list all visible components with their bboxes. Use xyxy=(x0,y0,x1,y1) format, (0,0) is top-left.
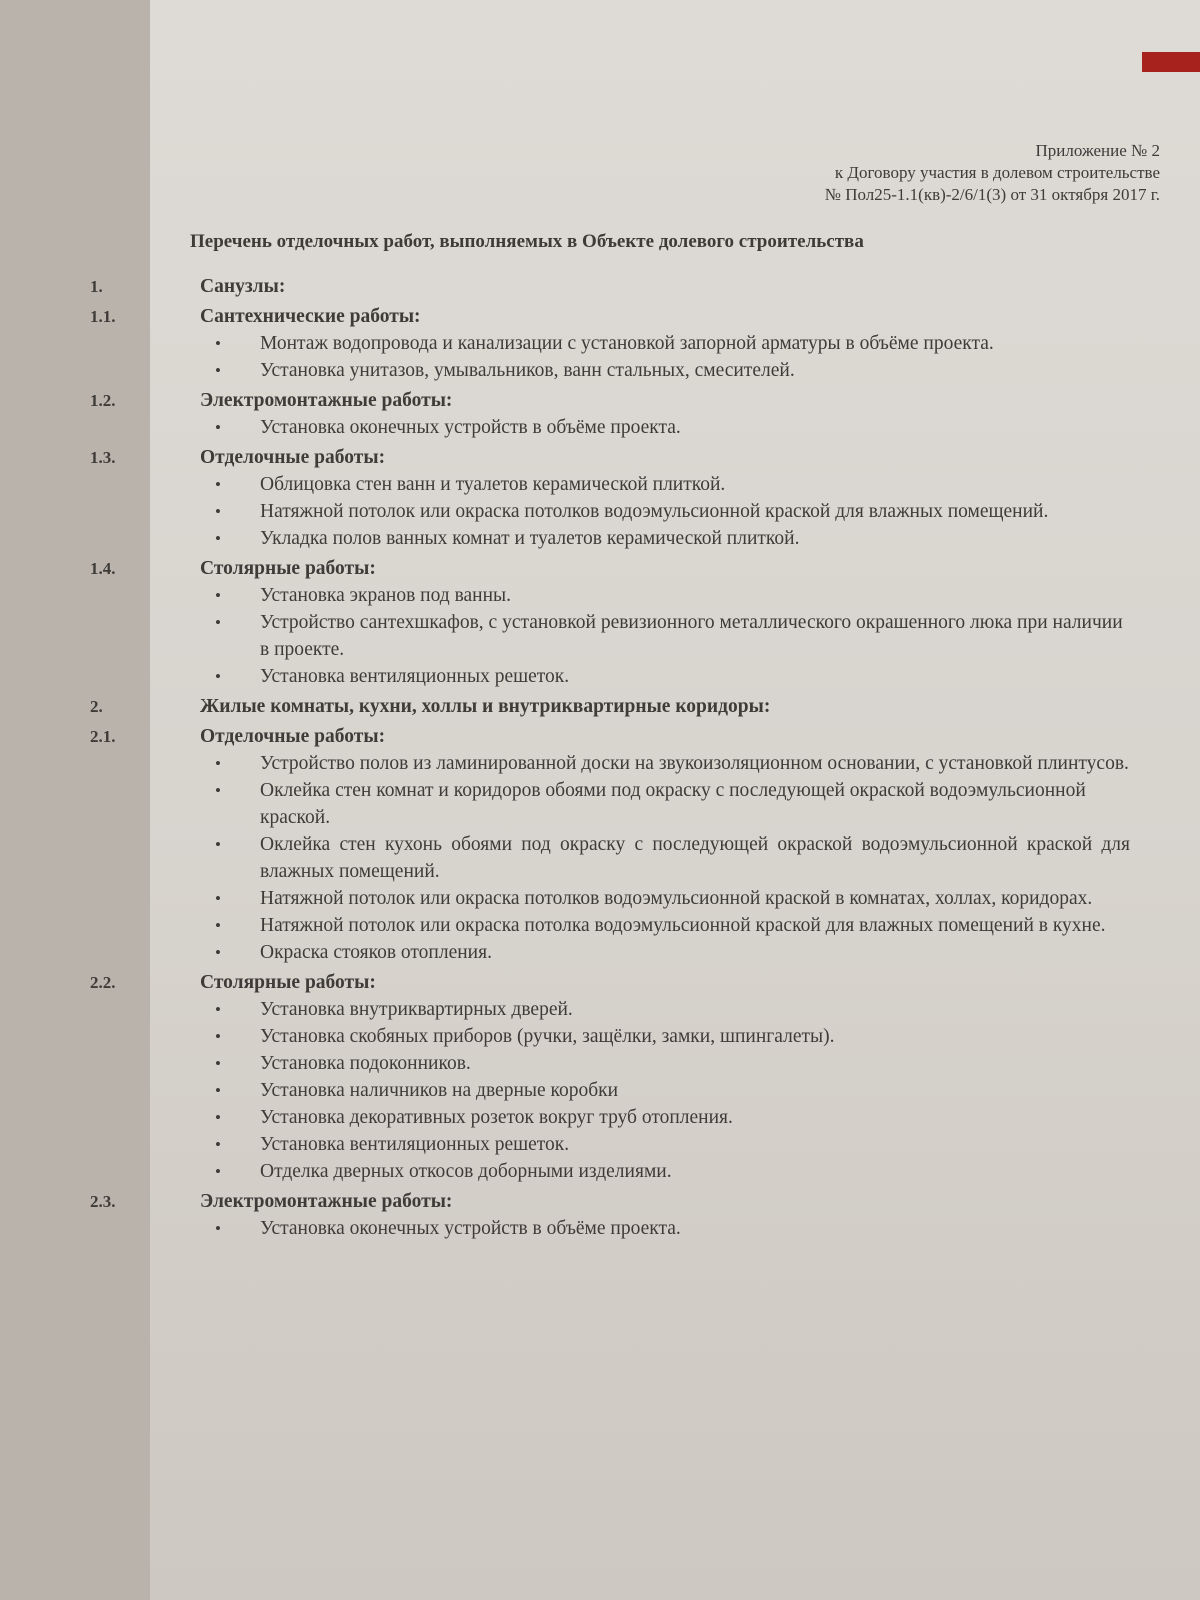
bullet-icon: • xyxy=(215,1000,221,1019)
section-title: Санузлы: xyxy=(200,276,286,297)
section-title: Жилые комнаты, кухни, холлы и внутриквартирные коридоры: xyxy=(200,696,771,717)
list-item-text: Установка внутриквартирных дверей. xyxy=(260,999,573,1020)
annex-contract-ref: к Договору участия в долевом строительстве xyxy=(834,163,1160,182)
list-item-text: Установка наличников на дверные коробки xyxy=(260,1080,619,1101)
bullet-icon: • xyxy=(215,1219,221,1238)
bullet-icon: • xyxy=(215,1162,221,1181)
document-text xyxy=(90,0,1200,1600)
list-item xyxy=(90,1050,1130,1077)
list-item-text: Укладка полов ванных комнат и туалетов керамической плиткой. xyxy=(260,528,800,549)
list-item xyxy=(90,498,1130,525)
section-number: 1.3. xyxy=(90,448,116,467)
section-heading xyxy=(90,723,1130,750)
list-item xyxy=(90,777,1130,831)
list-item-text: Натяжной потолок или окраска потолков водоэмульсионной краской в комнатах, холлах, коридорах. xyxy=(260,888,1093,909)
list-item-text: Облицовка стен ванн и туалетов керамической плиткой. xyxy=(260,474,726,495)
list-item xyxy=(90,1215,1130,1242)
section-heading xyxy=(90,387,1130,414)
bullet-icon: • xyxy=(215,475,221,494)
section-heading xyxy=(90,444,1130,471)
section-title: Столярные работы: xyxy=(200,558,376,579)
list-item xyxy=(90,525,1130,552)
bullet-icon: • xyxy=(215,418,221,437)
section-title: Электромонтажные работы: xyxy=(200,390,453,411)
bullet-icon: • xyxy=(215,1027,221,1046)
bullet-icon: • xyxy=(215,334,221,353)
document-title: Перечень отделочных работ, выполняемых в Объекте долевого строительства xyxy=(190,231,864,252)
bullet-icon: • xyxy=(215,1081,221,1100)
list-item xyxy=(90,609,1130,663)
list-item-text: Оклейка стен кухонь обоями под окраску с последующей окраской водоэмульсионной краской для влажных помещений. xyxy=(260,834,1130,882)
list-item xyxy=(90,663,1130,690)
list-item xyxy=(90,414,1130,441)
bullet-icon: • xyxy=(215,502,221,521)
list-item xyxy=(90,582,1130,609)
list-item-text: Монтаж водопровода и канализации с установкой запорной арматуры в объёме проекта. xyxy=(260,333,994,354)
list-item-text: Установка подоконников. xyxy=(260,1053,471,1074)
bullet-icon: • xyxy=(215,943,221,962)
bullet-icon: • xyxy=(215,889,221,908)
section-heading xyxy=(90,969,1130,996)
bullet-icon: • xyxy=(215,361,221,380)
list-item xyxy=(90,996,1130,1023)
section-heading xyxy=(90,693,1130,720)
list-item-text: Устройство полов из ламинированной доски на звукоизоляционном основании, с установкой плинтусов. xyxy=(260,753,1129,774)
list-item-text: Окраска стояков отопления. xyxy=(260,942,492,963)
list-item-text: Устройство сантехшкафов, с установкой ревизионного металлического окрашенного люка при наличии в проекте. xyxy=(260,612,1123,660)
list-item-text: Натяжной потолок или окраска потолков водоэмульсионной краской для влажных помещений. xyxy=(260,501,1049,522)
section-heading xyxy=(90,555,1130,582)
list-item-text: Отделка дверных откосов доборными изделиями. xyxy=(260,1161,672,1182)
list-item-text: Установка оконечных устройств в объёме проекта. xyxy=(260,1218,681,1239)
list-item-text: Установка оконечных устройств в объёме проекта. xyxy=(260,417,681,438)
bullet-icon: • xyxy=(215,754,221,773)
list-item-text: Установка вентиляционных решеток. xyxy=(260,666,570,687)
section-heading xyxy=(90,1188,1130,1215)
list-item xyxy=(90,831,1130,885)
section-heading xyxy=(90,273,1130,300)
bullet-icon: • xyxy=(215,1054,221,1073)
section-number: 1. xyxy=(90,277,103,296)
works-list xyxy=(90,270,1130,1242)
section-number: 2. xyxy=(90,697,103,716)
section-number: 1.4. xyxy=(90,559,116,578)
annex-header xyxy=(740,140,1160,206)
bullet-icon: • xyxy=(215,781,221,800)
list-item xyxy=(90,939,1130,966)
list-item-text: Установка декоративных розеток вокруг труб отопления. xyxy=(260,1107,733,1128)
section-number: 2.2. xyxy=(90,973,116,992)
section-title: Отделочные работы: xyxy=(200,447,386,468)
list-item xyxy=(90,1104,1130,1131)
list-item xyxy=(90,357,1130,384)
bullet-icon: • xyxy=(215,529,221,548)
section-title: Сантехнические работы: xyxy=(200,306,421,327)
bullet-icon: • xyxy=(215,613,221,632)
list-item xyxy=(90,912,1130,939)
bullet-icon: • xyxy=(215,1135,221,1154)
document-page xyxy=(90,0,1200,1600)
section-number: 1.2. xyxy=(90,391,116,410)
section-number: 2.3. xyxy=(90,1192,116,1211)
list-item-text: Установка унитазов, умывальников, ванн стальных, смесителей. xyxy=(260,360,795,381)
list-item xyxy=(90,1158,1130,1185)
section-title: Электромонтажные работы: xyxy=(200,1191,453,1212)
list-item xyxy=(90,750,1130,777)
section-number: 1.1. xyxy=(90,307,116,326)
list-item xyxy=(90,1131,1130,1158)
list-item xyxy=(90,471,1130,498)
bullet-icon: • xyxy=(215,1108,221,1127)
section-title: Отделочные работы: xyxy=(200,726,386,747)
bullet-icon: • xyxy=(215,667,221,686)
list-item-text: Установка экранов под ванны. xyxy=(260,585,512,606)
list-item-text: Натяжной потолок или окраска потолка водоэмульсионной краской для влажных помещений в кухне. xyxy=(260,915,1106,936)
bullet-icon: • xyxy=(215,586,221,605)
section-number: 2.1. xyxy=(90,727,116,746)
bullet-icon: • xyxy=(215,835,221,854)
annex-number: Приложение № 2 xyxy=(1035,141,1160,160)
section-title: Столярные работы: xyxy=(200,972,376,993)
list-item xyxy=(90,885,1130,912)
bullet-icon: • xyxy=(215,916,221,935)
list-item-text: Установка скобяных приборов (ручки, защёлки, замки, шпингалеты). xyxy=(260,1026,835,1047)
annex-contract-number: № Пол25-1.1(кв)-2/6/1(3) от 31 октября 2017 г. xyxy=(824,185,1160,204)
list-item-text: Оклейка стен комнат и коридоров обоями под окраску с последующей окраской водоэмульсионной краской. xyxy=(260,780,1086,828)
list-item-text: Установка вентиляционных решеток. xyxy=(260,1134,570,1155)
list-item xyxy=(90,330,1130,357)
list-item xyxy=(90,1077,1130,1104)
section-heading xyxy=(90,303,1130,330)
list-item xyxy=(90,1023,1130,1050)
